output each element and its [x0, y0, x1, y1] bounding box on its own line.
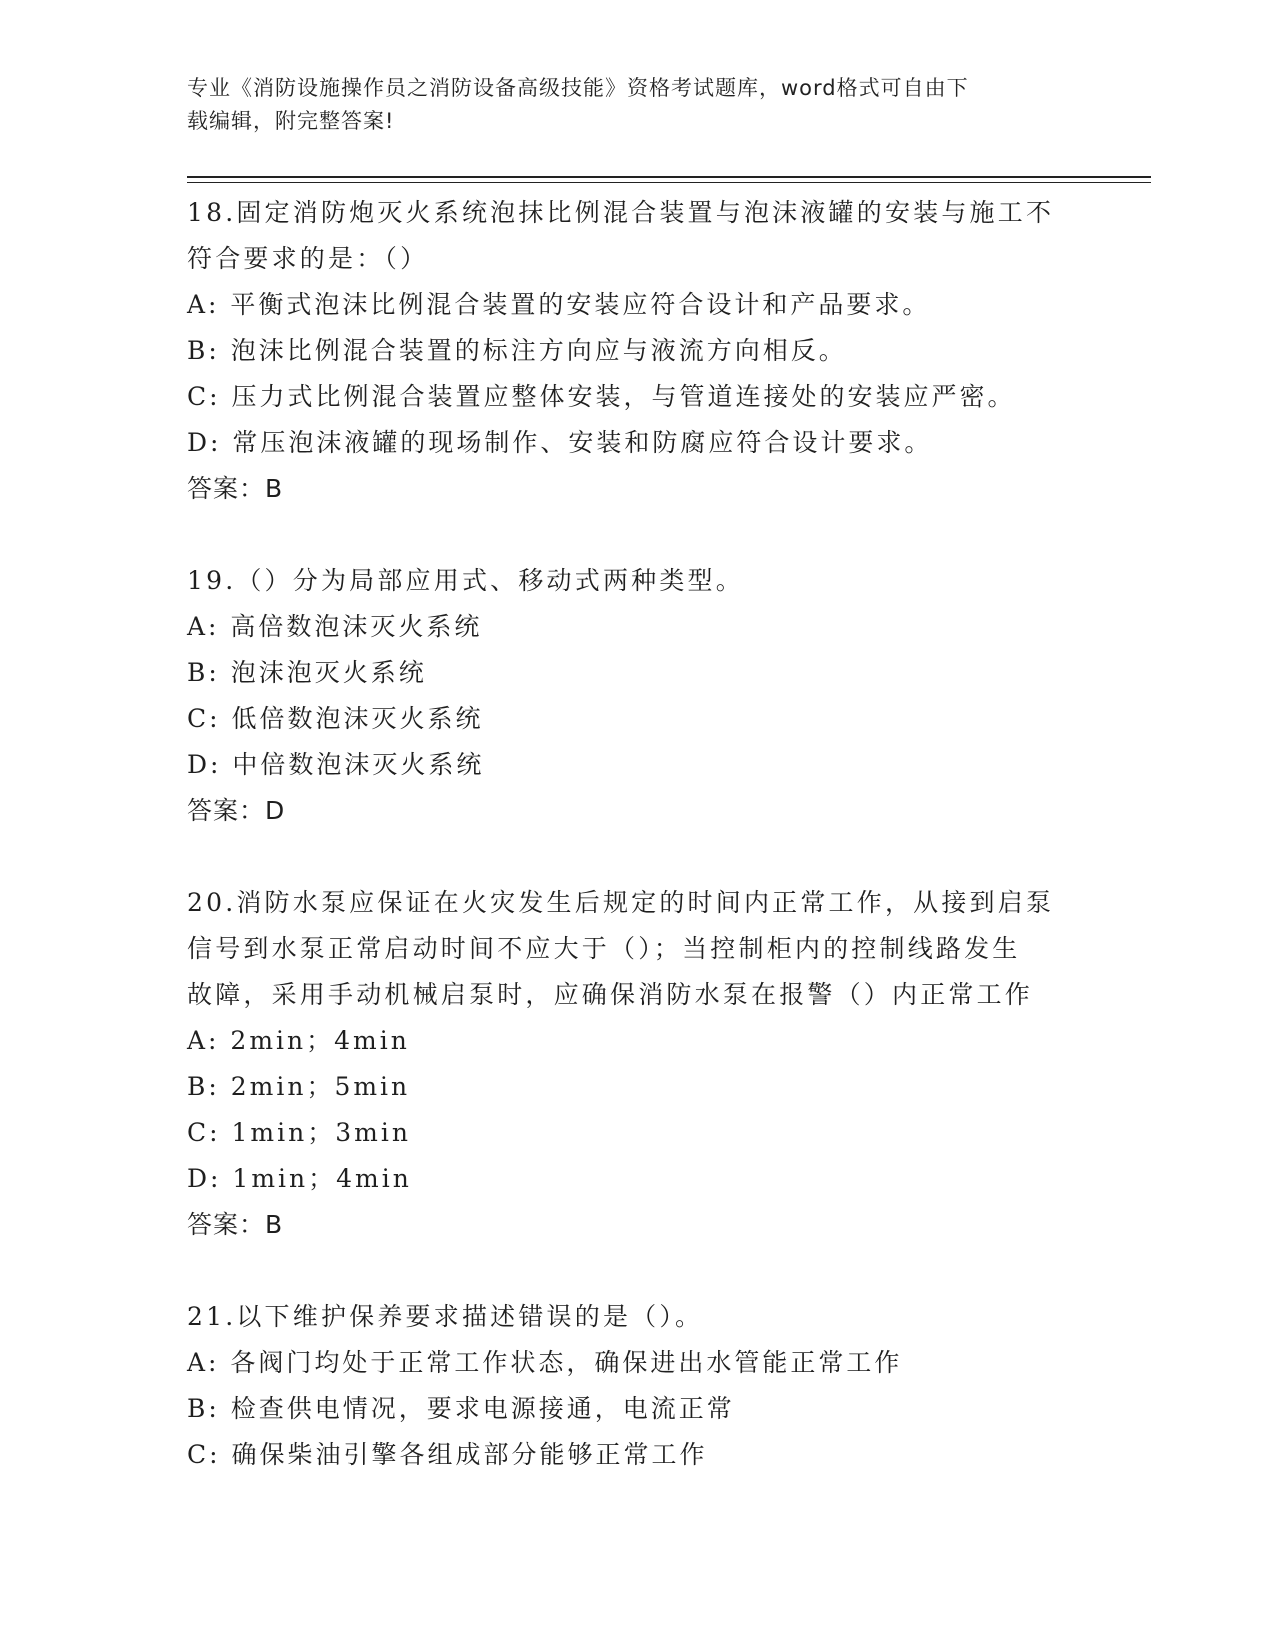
option-a: A: 平衡式泡沫比例混合装置的安装应符合设计和产品要求。	[187, 290, 931, 319]
stem-line: 故障，采用手动机械启泵时，应确保消防水泵在报警（）内正常工作	[187, 980, 1034, 1009]
stem-line: 18.固定消防炮灭火系统泡抹比例混合装置与泡沫液罐的安装与施工不	[187, 198, 1055, 227]
option-d: D: 1min；4min	[187, 1164, 412, 1193]
option-c: C: 压力式比例混合装置应整体安装，与管道连接处的安装应严密。	[187, 382, 1016, 411]
option-d: D: 中倍数泡沫灭火系统	[187, 750, 485, 779]
option-c: C: 1min；3min	[187, 1118, 411, 1147]
header-divider-thick	[187, 176, 1151, 178]
header-line-1: 专业《消防设施操作员之消防设备高级技能》资格考试题库，word格式可自由下	[187, 76, 969, 100]
question-spacer	[187, 834, 1087, 880]
question-20	[187, 880, 1087, 1248]
header-line-2: 载编辑，附完整答案!	[187, 109, 395, 133]
stem-line: 符合要求的是：（）	[187, 244, 429, 273]
question-list	[187, 190, 1087, 1478]
answer: 答案：B	[187, 1210, 284, 1239]
question-stem	[187, 190, 1087, 282]
question-spacer	[187, 1248, 1087, 1294]
option-b: B: 泡沫比例混合装置的标注方向应与液流方向相反。	[187, 336, 847, 365]
option-b: B: 2min；5min	[187, 1072, 411, 1101]
document-header	[187, 72, 1067, 138]
option-b: B: 泡沫泡灭火系统	[187, 658, 427, 687]
question-spacer	[187, 512, 1087, 558]
question-stem	[187, 1294, 1087, 1340]
option-c: C: 确保柴油引擎各组成部分能够正常工作	[187, 1440, 708, 1469]
option-a: A: 2min；4min	[187, 1026, 410, 1055]
question-stem	[187, 558, 1087, 604]
option-a: A: 各阀门均处于正常工作状态，确保进出水管能正常工作	[187, 1348, 903, 1377]
answer: 答案：B	[187, 474, 284, 503]
question-18	[187, 190, 1087, 512]
option-c: C: 低倍数泡沫灭火系统	[187, 704, 484, 733]
option-d: D: 常压泡沫液罐的现场制作、安装和防腐应符合设计要求。	[187, 428, 933, 457]
option-b: B: 检查供电情况，要求电源接通，电流正常	[187, 1394, 735, 1423]
stem-line: 信号到水泵正常启动时间不应大于（）；当控制柜内的控制线路发生	[187, 934, 1021, 963]
question-19	[187, 558, 1087, 834]
option-a: A: 高倍数泡沫灭火系统	[187, 612, 483, 641]
stem-line: 20.消防水泵应保证在火灾发生后规定的时间内正常工作，从接到启泵	[187, 888, 1055, 917]
stem-line: 19.（）分为局部应用式、移动式两种类型。	[187, 566, 744, 595]
question-21	[187, 1294, 1087, 1478]
stem-line: 21.以下维护保养要求描述错误的是（）。	[187, 1302, 704, 1331]
header-divider-thin	[187, 182, 1151, 183]
question-stem	[187, 880, 1087, 1018]
answer: 答案：D	[187, 796, 286, 825]
